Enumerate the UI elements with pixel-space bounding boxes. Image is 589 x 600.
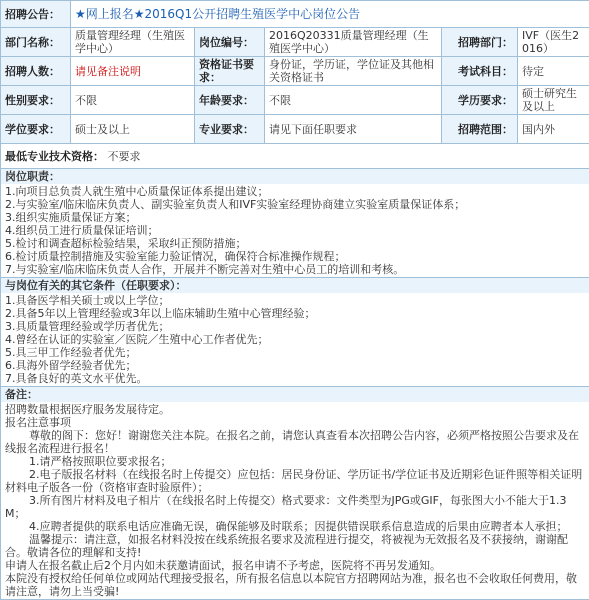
notes-line: 2.电子版报名材料（在线报名时上传提交）应包括：居民身份证、学历证书/学位证书及近期彩色证件照等相关证明材料电子版各一份（资格审查时验原件）； [5,468,585,494]
age-value: 不限 [265,86,442,115]
exam-value: 待定 [518,57,589,86]
notes-line: 3.所有图片材料及电子相片（在线报名时上传提交）格式要求：文件类型为JPG或GIF，每张图大小不能大于1.3M； [5,494,585,520]
certificate-label: 资格证书要求： [195,57,265,86]
notes-line: 4.应聘者提供的联系电话应准确无误，确保能够及时联系；因提供错误联系信息造成的后果由应聘者本人承担； [5,520,585,533]
conditions-section [1,278,589,387]
scope-value: 国内外 [518,115,589,144]
recruit-dept-value: IVF（医生2016） [518,28,589,57]
notes-body [1,402,589,599]
announcement-label: 招聘公告： [1,1,71,28]
notes-line: 1.请严格按照职位要求报名； [5,455,585,468]
headcount-label: 招聘人数： [1,57,71,86]
duty-item: 5.检讨和调查超标检验结果，采取纠正预防措施； [5,237,585,250]
min-qualification-label: 最低专业技术资格： [5,150,104,163]
condition-item: 3.具质量管理经验或学历者优先； [5,320,585,333]
duty-item: 1.向项目总负责人就生殖中心质量保证体系提出建议； [5,185,585,198]
major-label: 专业要求： [195,115,265,144]
certificate-value: 身份证，学历证，学位证及其他相关资格证书 [265,57,442,86]
degree-label: 学位要求： [1,115,71,144]
position-id-value: 2016Q20331质量管理经理（生殖医学中心） [265,28,442,57]
notes-line: 本院没有授权给任何单位或网站代理接受报名，所有报名信息以本院官方招聘网站为准，报名也不会收取任何费用，敬请注意，请勿上当受骗! [5,572,585,598]
dept-name-value: 质量管理经理（生殖医学中心） [71,28,195,57]
gender-label: 性别要求： [1,86,71,115]
notes-line: 温馨提示：请注意，如报名材料没按在线系统报名要求及流程进行提交，将被视为无效报名及不获接纳，谢谢配合。敬请各位的理解和支持! [5,533,585,559]
notes-line: 报名注意事项 [5,416,585,429]
major-value: 请见下面任职要求 [265,115,442,144]
duty-item: 7.与实验室/临床临床负责人合作，开展并不断完善对生殖中心员工的培训和考核。 [5,263,585,276]
education-value: 硕士研究生及以上 [518,86,589,115]
min-qualification-row [1,144,589,169]
condition-item: 2.具备5年以上管理经验或3年以上临床辅助生殖中心管理经验； [5,307,585,320]
duties-title: 岗位职责： [1,169,589,184]
recruit-dept-label: 招聘部门： [442,28,518,57]
condition-item: 7.具备良好的英文水平优先。 [5,372,585,385]
age-label: 年龄要求： [195,86,265,115]
headcount-value: 请见备注说明 [71,57,195,86]
duty-item: 2.与实验室/临床临床负责人、副实验室负责人和IVF实验室经理协商建立实验室质量保证体系； [5,198,585,211]
notes-section [1,387,589,600]
conditions-title: 与岗位有关的其它条件（任职要求）： [1,278,589,293]
duty-item: 6.检讨质量控制措施及实验室能力验证情况，确保符合标准操作规程； [5,250,585,263]
condition-item: 6.具海外留学经验者优先； [5,359,585,372]
announcement-title-link[interactable]: ★网上报名★2016Q1公开招聘生殖医学中心岗位公告 [75,7,360,21]
education-label: 学历要求： [442,86,518,115]
condition-item: 4.曾经在认证的实验室／医院／生殖中心工作者优先； [5,333,585,346]
duties-list [1,184,589,277]
conditions-list [1,293,589,386]
announcement-title[interactable] [71,1,589,28]
duties-section [1,169,589,278]
gender-value: 不限 [71,86,195,115]
notes-line: 尊敬的阁下：您好！谢谢您关注本院。在报名之前，请您认真查看本次招聘公告内容，必须严格按照公告要求及在线报名流程进行报名！ [5,429,585,455]
min-qualification-value: 不要求 [108,150,141,163]
condition-item: 5.具三甲工作经验者优先； [5,346,585,359]
degree-value: 硕士及以上 [71,115,195,144]
duty-item: 4.组织员工进行质量保证培训； [5,224,585,237]
position-id-label: 岗位编号： [195,28,265,57]
condition-item: 1.具备医学相关硕士或以上学位； [5,294,585,307]
scope-label: 招聘范围： [442,115,518,144]
notes-line: 申请人在报名截止后2个月内如未获邀请面试，报名申请不予考虑，医院将不再另发通知。 [5,559,585,572]
notes-line: 招聘数量根据医疗服务发展待定。 [5,403,585,416]
notes-title: 备注： [1,387,589,402]
exam-label: 考试科目： [442,57,518,86]
duty-item: 3.组织实施质量保证方案； [5,211,585,224]
dept-name-label: 部门名称： [1,28,71,57]
